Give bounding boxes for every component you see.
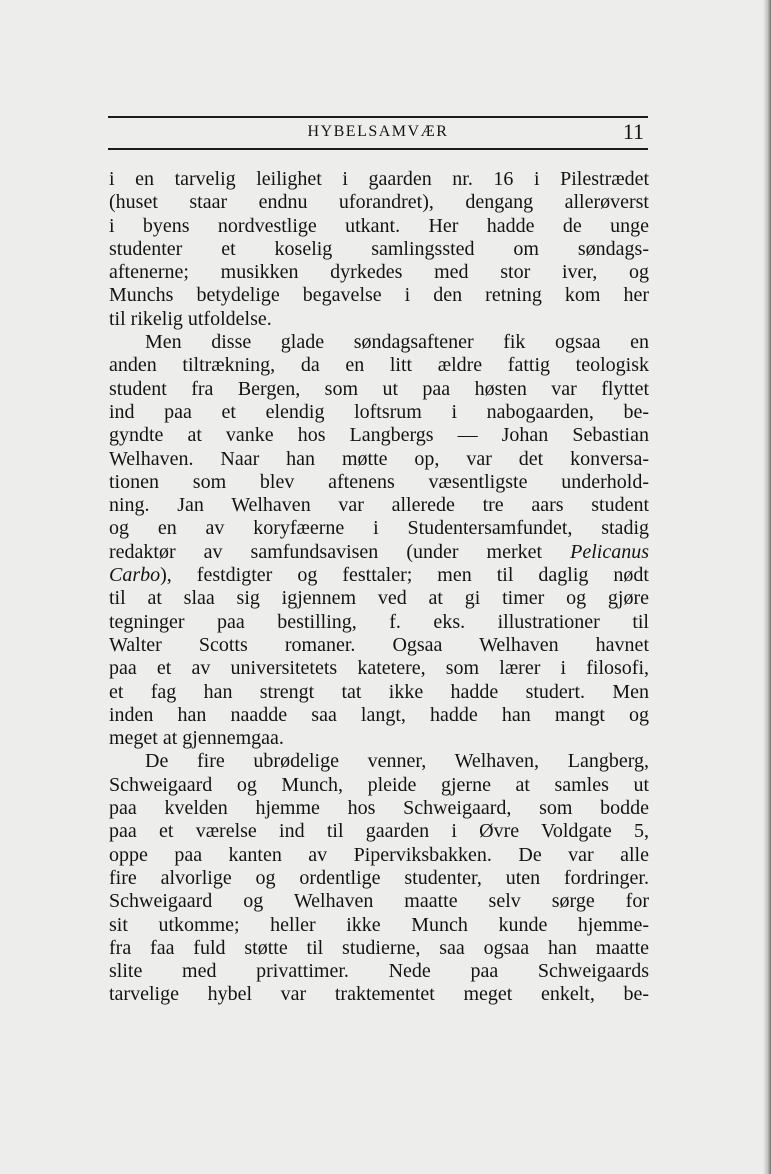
- text-line: tionen som blev aftenens væsentligste underhold-: [109, 470, 649, 493]
- text-line: student fra Bergen, som ut paa høsten var flyttet: [109, 377, 649, 400]
- text-segment: redaktør av samfundsavisen (under merket: [109, 540, 571, 563]
- text-line: paa et værelse ind til gaarden i Øvre Voldgate 5,: [109, 820, 649, 843]
- text-line: Men disse glade søndagsaftener fik ogsaa en: [145, 331, 649, 354]
- text-line: aftenerne; musikken dyrkedes med stor iver, og: [109, 261, 649, 284]
- text-line: Schweigaard og Welhaven maatte selv sørge for: [109, 890, 649, 913]
- text-line: tegninger paa bestilling, f. eks. illustrationer til: [109, 610, 649, 633]
- text-line: [109, 564, 649, 587]
- text-line: Welhaven. Naar han møtte op, var det konversa-: [109, 447, 649, 470]
- text-line: (huset staar endnu uforandret), dengang allerøverst: [109, 191, 649, 214]
- text-line: meget at gjennemgaa.: [109, 727, 284, 750]
- text-line: Walter Scotts romaner. Ogsaa Welhaven havnet: [109, 633, 649, 656]
- body-text: [109, 168, 649, 1007]
- text-line: til rikelig utfoldelse.: [109, 307, 272, 330]
- text-line: tarvelige hybel var traktementet meget enkelt, be-: [109, 983, 649, 1006]
- text-line: paa et av universitetets katetere, som lærer i filosofi,: [109, 657, 649, 680]
- text-line: anden tiltrækning, da en litt ældre fattig teologisk: [109, 354, 649, 377]
- text-line: i byens nordvestlige utkant. Her hadde de unge: [109, 214, 649, 237]
- running-header: [108, 116, 648, 150]
- text-line: De fire ubrødelige venner, Welhaven, Langberg,: [145, 750, 649, 773]
- text-line: gyndte at vanke hos Langbergs — Johan Sebastian: [109, 424, 649, 447]
- page-edge-shadow: [763, 0, 771, 1174]
- text-line: ind paa et elendig loftsrum i nabogaarden, be-: [109, 400, 649, 423]
- text-line: ning. Jan Welhaven var allerede tre aars student: [109, 494, 649, 517]
- text-line: studenter et koselig samlingssted om søndags-: [109, 237, 649, 260]
- text-line: og en av koryfæerne i Studentersamfundet, stadig: [109, 517, 649, 540]
- text-line: et fag han strengt tat ikke hadde studert. Men: [109, 680, 649, 703]
- text-line: fire alvorlige og ordentlige studenter, uten fordringer.: [109, 866, 649, 889]
- text-line: i en tarvelig leilighet i gaarden nr. 16 i Pilestrædet: [109, 168, 649, 190]
- text-line: paa kvelden hjemme hos Schweigaard, som bodde: [109, 797, 649, 820]
- italic-text: Carbo: [109, 564, 161, 587]
- running-title: HYBELSAMVÆR: [307, 123, 449, 140]
- text-line: inden han naadde saa langt, hadde han mangt og: [109, 703, 649, 726]
- text-line: Schweigaard og Munch, pleide gjerne at samles ut: [109, 773, 649, 796]
- text-line: sit utkomme; heller ikke Munch kunde hjemme-: [109, 913, 649, 936]
- text-line: Munchs betydelige begavelse i den retning kom her: [109, 284, 649, 307]
- text-line: fra faa fuld støtte til studierne, saa ogsaa han maatte: [109, 936, 649, 959]
- text-line: [109, 541, 649, 564]
- text-line: til at slaa sig igjennem ved at gi timer og gjøre: [109, 587, 649, 610]
- text-segment: ), festdigter og festtaler; men til daglig nødt: [160, 564, 649, 587]
- page-number: 11: [622, 119, 644, 144]
- text-line: slite med privattimer. Nede paa Schweigaards: [109, 960, 649, 983]
- text-line: oppe paa kanten av Piperviksbakken. De var alle: [109, 843, 649, 866]
- italic-text: Pelicanus: [570, 540, 649, 563]
